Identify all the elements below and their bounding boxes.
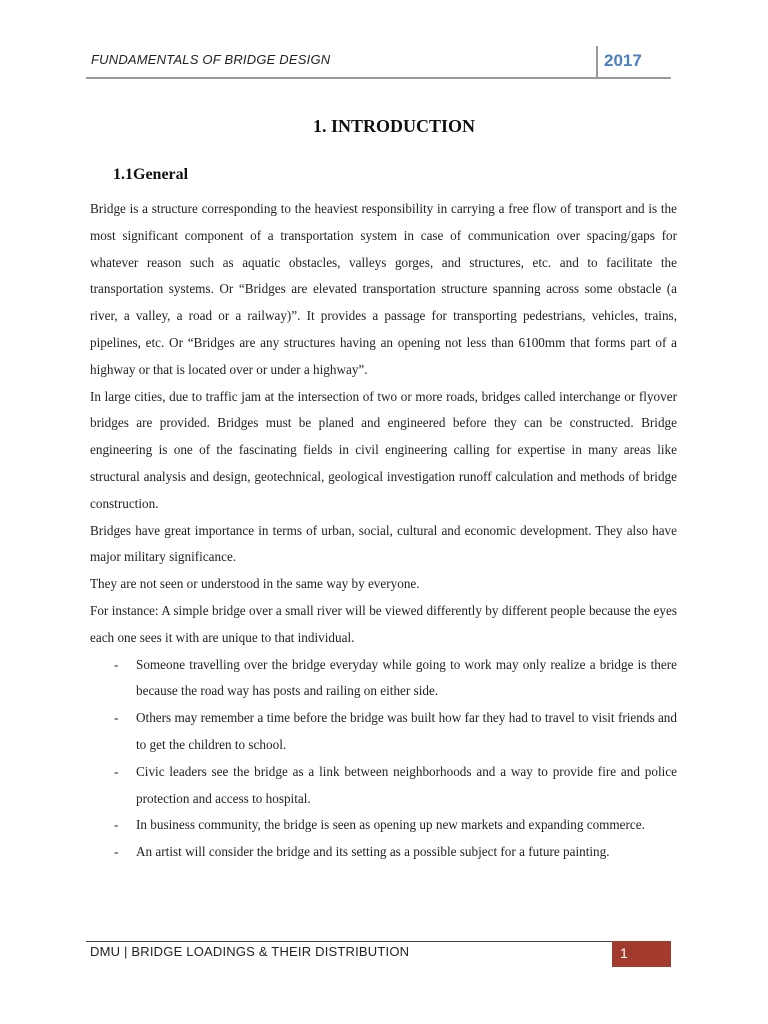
bullet-marker: - bbox=[114, 763, 119, 779]
section-heading: 1. INTRODUCTION bbox=[312, 116, 476, 136]
header-year: 2017 bbox=[604, 51, 642, 70]
footer-rule bbox=[86, 941, 671, 942]
paragraph: Bridge is a structure corresponding to the heaviest responsibility in carrying a free flow of transport and is the most significant component of a transportation system in case of communication over spacing/gaps for whatever reason such as aquatic obstacles, valleys gorges, and structures, etc. and to facilitate the transportation systems. Or “Bridges are elevated transportation structure spanning across some obstacle (a river, a valley, a road or a railway)”. It provides a passage for transporting pedestrians, vehicles, trains, pipelines, etc. Or “Bridges are any structures having an opening not less than 6100mm that forms part of a highway or that is located over or under a highway”. bbox=[90, 201, 677, 377]
list-item bbox=[90, 652, 677, 706]
paragraph: In large cities, due to traffic jam at the intersection of two or more roads, bridges called interchange or flyover bridges are provided. Bridges must be planed and engineered before they can be constructed. Bridge engineering is one of the fascinating fields in civil engineering calling for expertise in many areas like structural analysis and design, geotechnical, geological investigation runoff calculation and methods of bridge construction. bbox=[90, 388, 677, 511]
body-text bbox=[90, 196, 677, 866]
section-subheading: 1.1General bbox=[113, 166, 189, 183]
paragraph: They are not seen or understood in the same way by everyone. bbox=[90, 576, 420, 592]
list-item-text: In business community, the bridge is seen as opening up new markets and expanding commerce. bbox=[136, 817, 645, 833]
list-item-text: Civic leaders see the bridge as a link between neighborhoods and a way to provide fire and police protection and access to hospital. bbox=[136, 763, 677, 806]
bullet-marker: - bbox=[114, 817, 119, 833]
paragraph: Bridges have great importance in terms of urban, social, cultural and economic development. They also have major military significance. bbox=[90, 522, 677, 565]
list-item bbox=[90, 812, 677, 839]
page-header bbox=[86, 46, 671, 80]
bullet-marker: - bbox=[114, 844, 119, 860]
bullet-marker: - bbox=[114, 656, 119, 672]
header-rule bbox=[86, 77, 671, 79]
list-item-text: Others may remember a time before the bridge was built how far they had to travel to visit friends and to get the children to school. bbox=[136, 710, 677, 752]
list-item bbox=[90, 705, 677, 759]
list-item-text: Someone travelling over the bridge everyday while going to work may only realize a bridge is there because the road way has posts and railing on either side. bbox=[136, 656, 677, 699]
footer-text: DMU | BRIDGE LOADINGS & THEIR DISTRIBUTION bbox=[90, 944, 410, 959]
header-divider bbox=[596, 46, 598, 78]
paragraph: For instance: A simple bridge over a small river will be viewed differently by different people because the eyes each one sees it with are unique to that individual. bbox=[90, 602, 677, 645]
list-item bbox=[90, 759, 677, 813]
bullet-list bbox=[90, 652, 677, 866]
page-number: 1 bbox=[612, 941, 671, 967]
list-item-text: An artist will consider the bridge and its setting as a possible subject for a future painting. bbox=[136, 844, 610, 860]
list-item bbox=[90, 839, 677, 866]
header-title: FUNDAMENTALS OF BRIDGE DESIGN bbox=[91, 52, 331, 67]
bullet-marker: - bbox=[114, 710, 119, 726]
